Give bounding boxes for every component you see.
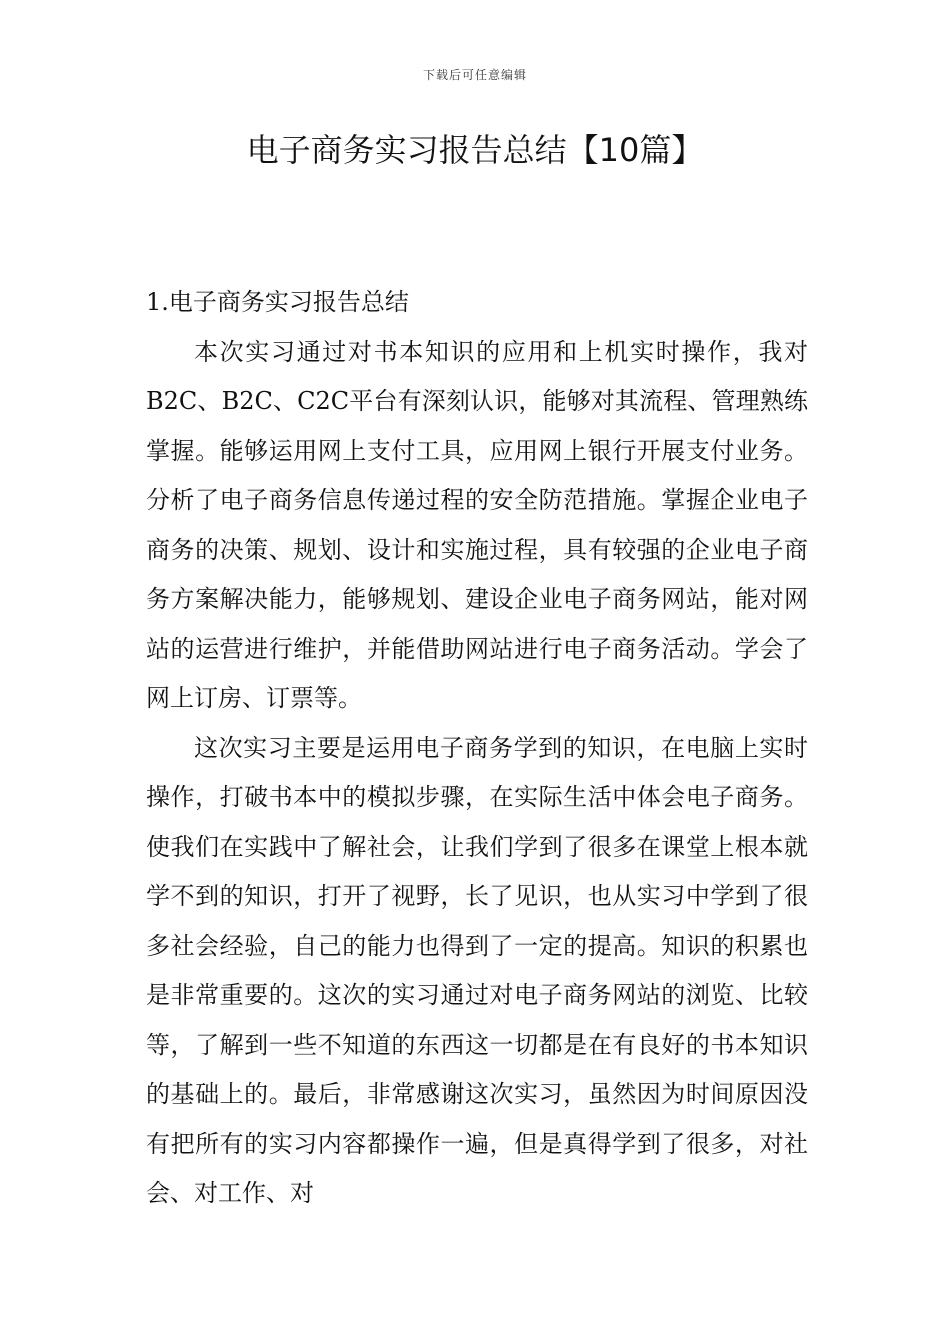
document-body [146,278,808,1219]
body-paragraph: 这次实习主要是运用电子商务学到的知识，在电脑上实时操作，打破书本中的模拟步骤，在实际生活中体会电子商务。使我们在实践中了解社会，让我们学到了很多在课堂上根本就学不到的知识，打开了视野，长了见识，也从实习中学到了很多社会经验，自己的能力也得到了一定的提高。知识的积累也是非常重要的。这次的实习通过对电子商务网站的浏览、比较等，了解到一些不知道的东西这一切都是在有良好的书本知识的基础上的。最后，非常感谢这次实习，虽然因为时间原因没有把所有的实习内容都操作一遍，但是真得学到了很多，对社会、对工作、对 [146,733,808,1207]
body-paragraph: 本次实习通过对书本知识的应用和上机实时操作，我对B2C、B2C、C2C平台有深刻认识，能够对其流程、管理熟练掌握。能够运用网上支付工具，应用网上银行开展支付业务。分析了电子商务信息传递过程的安全防范措施。掌握企业电子商务的决策、规划、设计和实施过程，具有较强的企业电子商务方案解决能力，能够规划、建设企业电子商务网站，能对网站的运营进行维护，并能借助网站进行电子商务活动。学会了网上订房、订票等。 [146,337,808,712]
document-title: 电子商务实习报告总结【10篇】 [246,131,704,169]
section-heading: 1.电子商务实习报告总结 [146,288,409,316]
header-note: 下载后可任意编辑 [422,68,527,82]
